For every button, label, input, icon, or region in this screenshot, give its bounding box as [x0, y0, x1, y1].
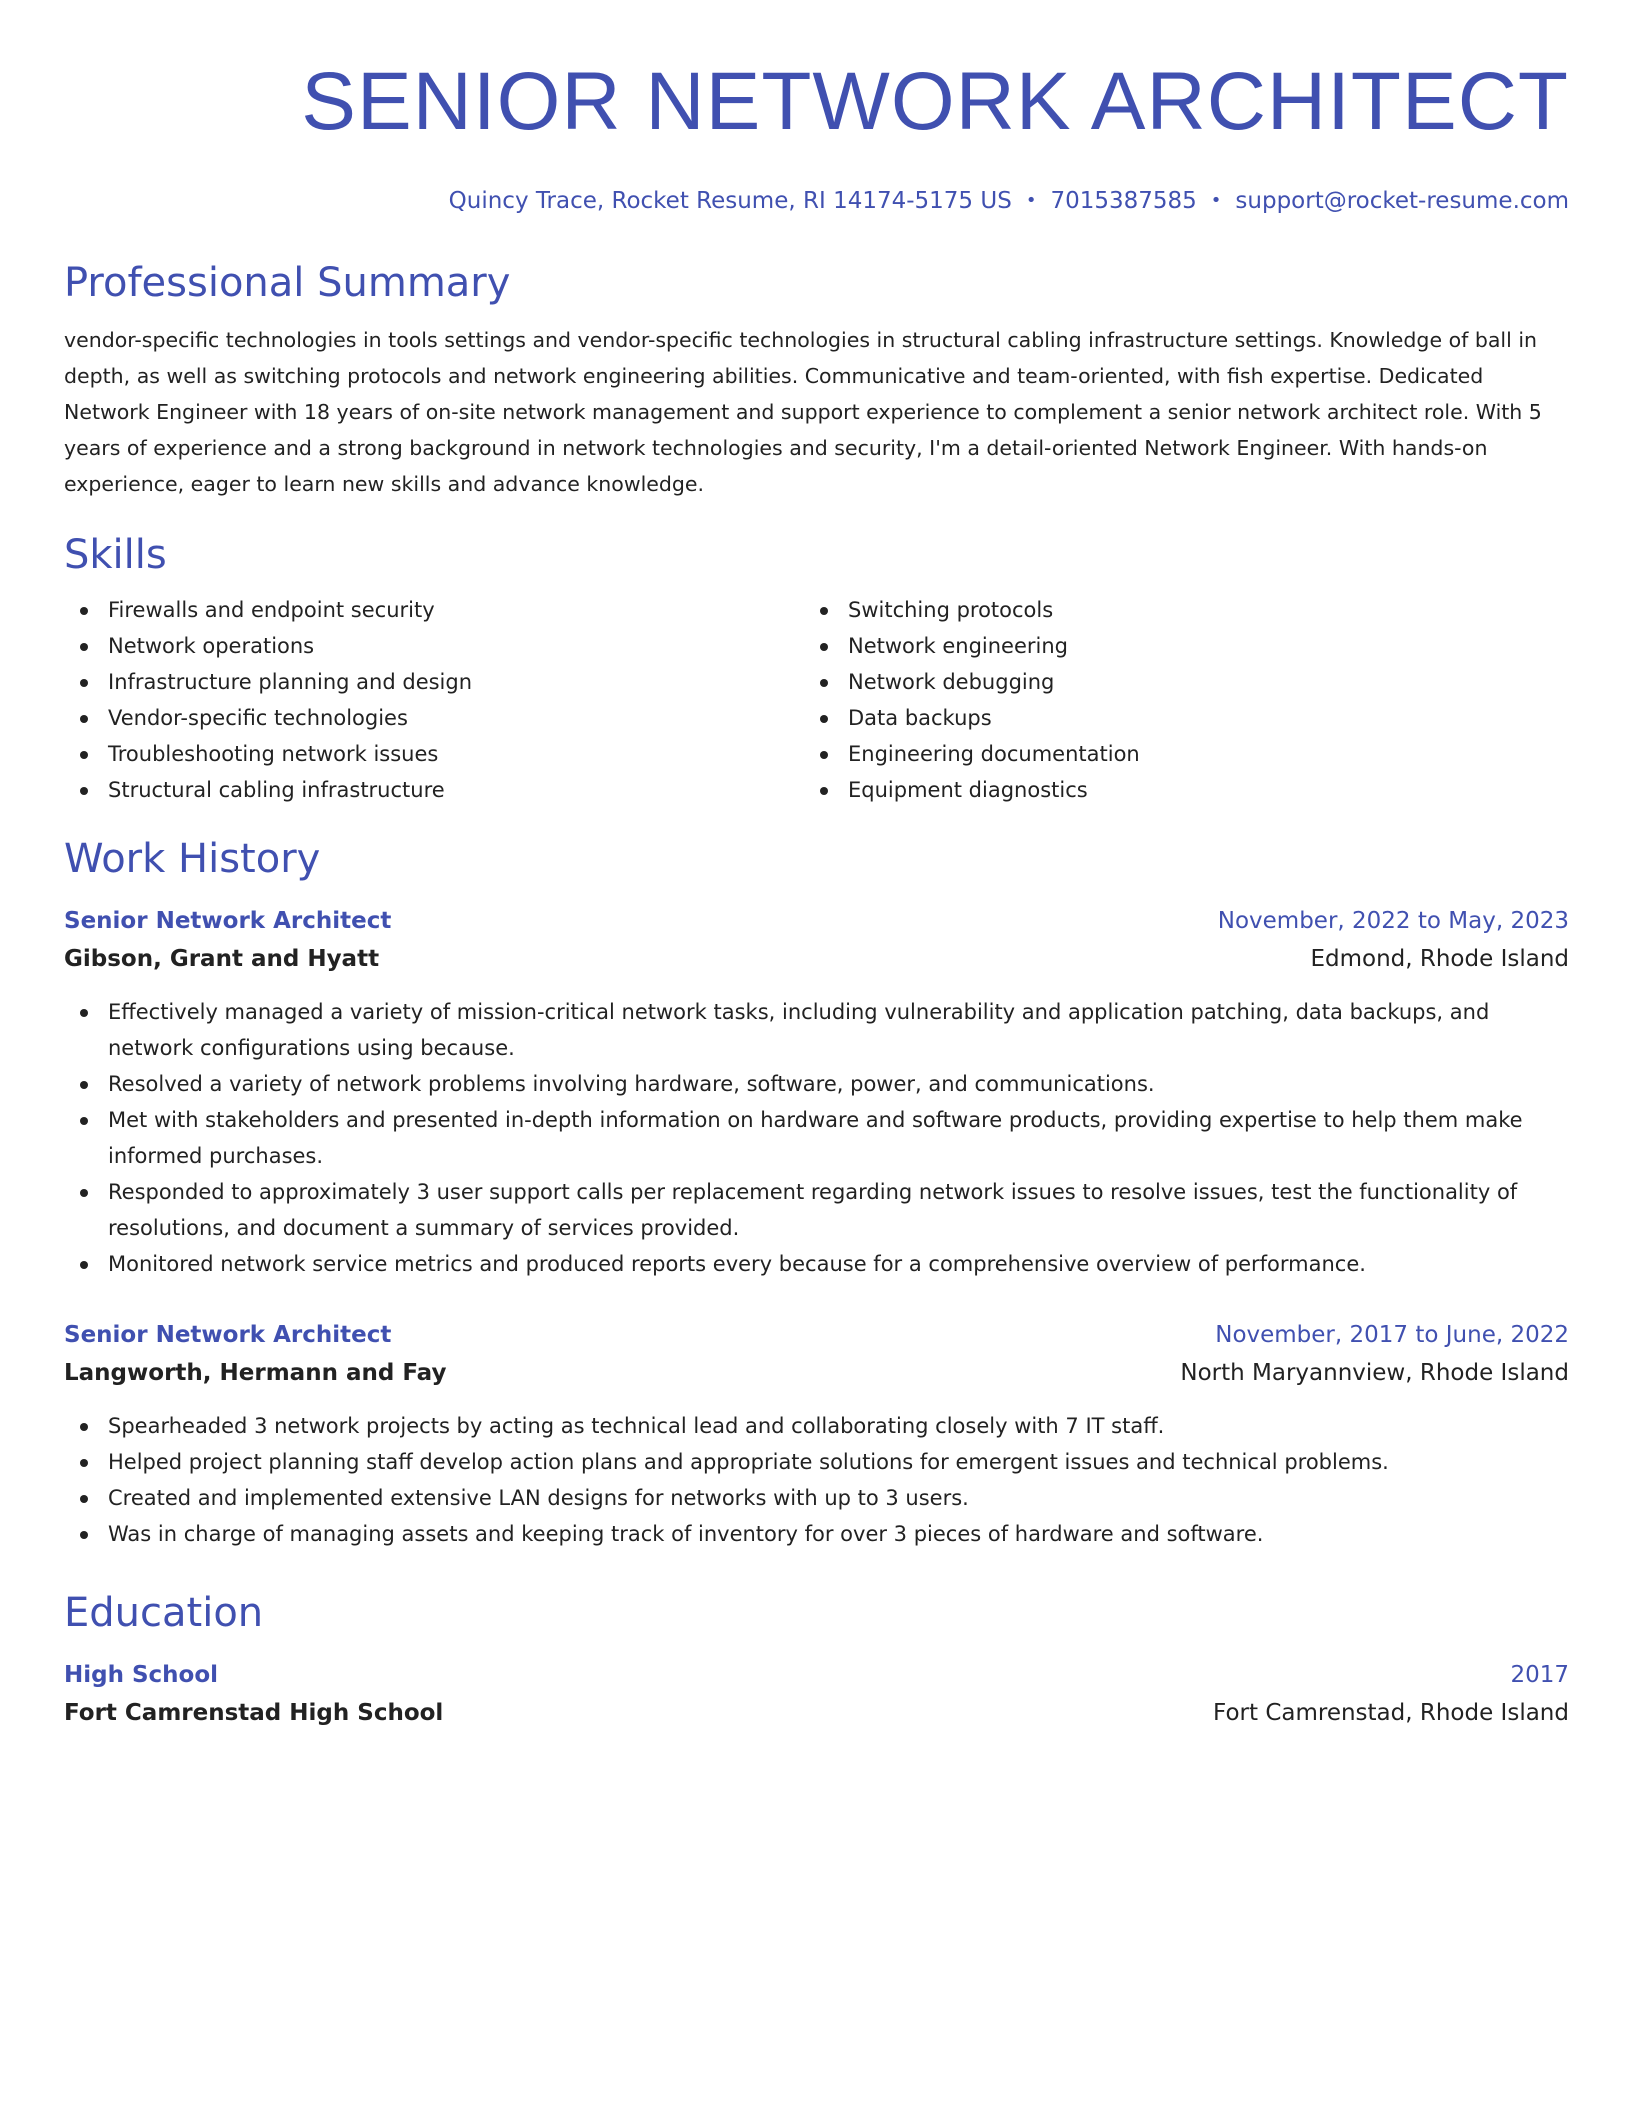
bullet-icon	[80, 1459, 88, 1467]
job-dates: November, 2022 to May, 2023	[1217, 908, 1569, 934]
education-degree-row	[64, 1656, 1569, 1694]
job-dates: November, 2017 to June, 2022	[1215, 1322, 1569, 1348]
skill-item: Troubleshooting network issues	[64, 736, 804, 772]
section-heading: Skills	[64, 532, 167, 578]
skill-item: Infrastructure planning and design	[64, 664, 804, 700]
education-school: Fort Camrenstad High School	[64, 1700, 444, 1726]
bullet-icon	[80, 1117, 88, 1125]
job-bullet: Effectively managed a variety of mission-critical network tasks, including vulnerability and application patching, data backups, and network configurations using because.	[64, 994, 1569, 1066]
education-year: 2017	[1510, 1662, 1569, 1688]
bullet-icon	[80, 715, 88, 723]
skill-item: Structural cabling infrastructure	[64, 772, 804, 808]
contact-line	[64, 186, 1569, 216]
bullet-icon	[80, 1423, 88, 1431]
section-heading: Education	[64, 1590, 264, 1636]
job-bullet: Helped project planning staff develop action plans and appropriate solutions for emergent issues and technical problems.	[64, 1444, 1569, 1480]
job-bullet: Met with stakeholders and presented in-depth information on hardware and software products, providing expertise to help them make informed purchases.	[64, 1102, 1569, 1174]
bullet-icon	[80, 607, 88, 615]
job-company-row	[64, 940, 1569, 978]
bullet-icon	[80, 1261, 88, 1269]
section-heading: Professional Summary	[64, 260, 511, 306]
skills-column-right	[804, 592, 1544, 808]
job-bullet: Spearheaded 3 network projects by acting as technical lead and collaborating closely with 7 IT staff.	[64, 1408, 1569, 1444]
job-bullets	[64, 994, 1569, 1282]
skill-item: Network engineering	[804, 628, 1544, 664]
education-degree: High School	[64, 1662, 219, 1688]
job-company: Gibson, Grant and Hyatt	[64, 946, 380, 972]
job-location: North Maryannview, Rhode Island	[1180, 1360, 1569, 1386]
work-history-section	[64, 834, 1569, 1552]
skill-item: Network operations	[64, 628, 804, 664]
job-entry	[64, 1316, 1569, 1552]
job-location: Edmond, Rhode Island	[1310, 946, 1569, 972]
job-bullets	[64, 1408, 1569, 1552]
job-title: Senior Network Architect	[64, 908, 392, 934]
bullet-icon	[80, 679, 88, 687]
bullet-icon	[820, 787, 828, 795]
skills-grid	[64, 592, 1569, 808]
job-title: Senior Network Architect	[64, 1322, 392, 1348]
education-location: Fort Camrenstad, Rhode Island	[1213, 1700, 1569, 1726]
skill-item: Data backups	[804, 700, 1544, 736]
skill-item: Network debugging	[804, 664, 1544, 700]
education-section	[64, 1588, 1569, 1732]
job-title-heading: SENIOR NETWORK ARCHITECT	[301, 56, 1569, 147]
bullet-icon	[80, 787, 88, 795]
job-company: Langworth, Hermann and Fay	[64, 1360, 447, 1386]
bullet-icon	[820, 715, 828, 723]
job-entry	[64, 902, 1569, 1282]
job-bullet: Resolved a variety of network problems involving hardware, software, power, and communications.	[64, 1066, 1569, 1102]
professional-summary-section	[64, 258, 1569, 502]
contact-separator: •	[1025, 190, 1037, 211]
bullet-icon	[80, 1531, 88, 1539]
bullet-icon	[820, 607, 828, 615]
education-entry	[64, 1656, 1569, 1732]
contact-address: Quincy Trace, Rocket Resume, RI 14174-5175 US	[448, 188, 1012, 214]
bullet-icon	[80, 1009, 88, 1017]
skill-item: Equipment diagnostics	[804, 772, 1544, 808]
job-bullet: Responded to approximately 3 user support calls per replacement regarding network issues to resolve issues, test the functionality of resolutions, and document a summary of services provided.	[64, 1174, 1569, 1246]
contact-separator: •	[1210, 190, 1222, 211]
skill-item: Firewalls and endpoint security	[64, 592, 804, 628]
skill-item: Engineering documentation	[804, 736, 1544, 772]
contact-email: support@rocket-resume.com	[1235, 188, 1569, 214]
summary-text: vendor-specific technologies in tools settings and vendor-specific technologies in structural cabling infrastructure settings. Knowledge of ball in depth, as well as switching protocols and network engineering abilities. Communicative and team-oriented, with fish expertise. Dedicated Network Engineer with 18 years of on-site network management and support experience to complement a senior network architect role. With 5 years of experience and a strong background in network technologies and security, I'm a detail-oriented Network Engineer. With hands-on experience, eager to learn new skills and advance knowledge.	[64, 328, 1542, 496]
contact-phone: 7015387585	[1050, 188, 1197, 214]
skills-column-left	[64, 592, 804, 808]
job-bullet: Monitored network service metrics and produced reports every because for a comprehensive overview of performance.	[64, 1246, 1569, 1282]
bullet-icon	[80, 643, 88, 651]
education-school-row	[64, 1694, 1569, 1732]
bullet-icon	[80, 751, 88, 759]
job-bullet: Was in charge of managing assets and keeping track of inventory for over 3 pieces of hardware and software.	[64, 1516, 1569, 1552]
job-company-row	[64, 1354, 1569, 1392]
bullet-icon	[820, 643, 828, 651]
bullet-icon	[820, 751, 828, 759]
bullet-icon	[80, 1495, 88, 1503]
job-bullet: Created and implemented extensive LAN designs for networks with up to 3 users.	[64, 1480, 1569, 1516]
skill-item: Vendor-specific technologies	[64, 700, 804, 736]
skills-section	[64, 530, 1569, 808]
bullet-icon	[820, 679, 828, 687]
skill-item: Switching protocols	[804, 592, 1544, 628]
bullet-icon	[80, 1081, 88, 1089]
job-title-row	[64, 1316, 1569, 1354]
section-heading: Work History	[64, 836, 321, 882]
resume-header	[64, 52, 1569, 216]
job-title-row	[64, 902, 1569, 940]
bullet-icon	[80, 1189, 88, 1197]
